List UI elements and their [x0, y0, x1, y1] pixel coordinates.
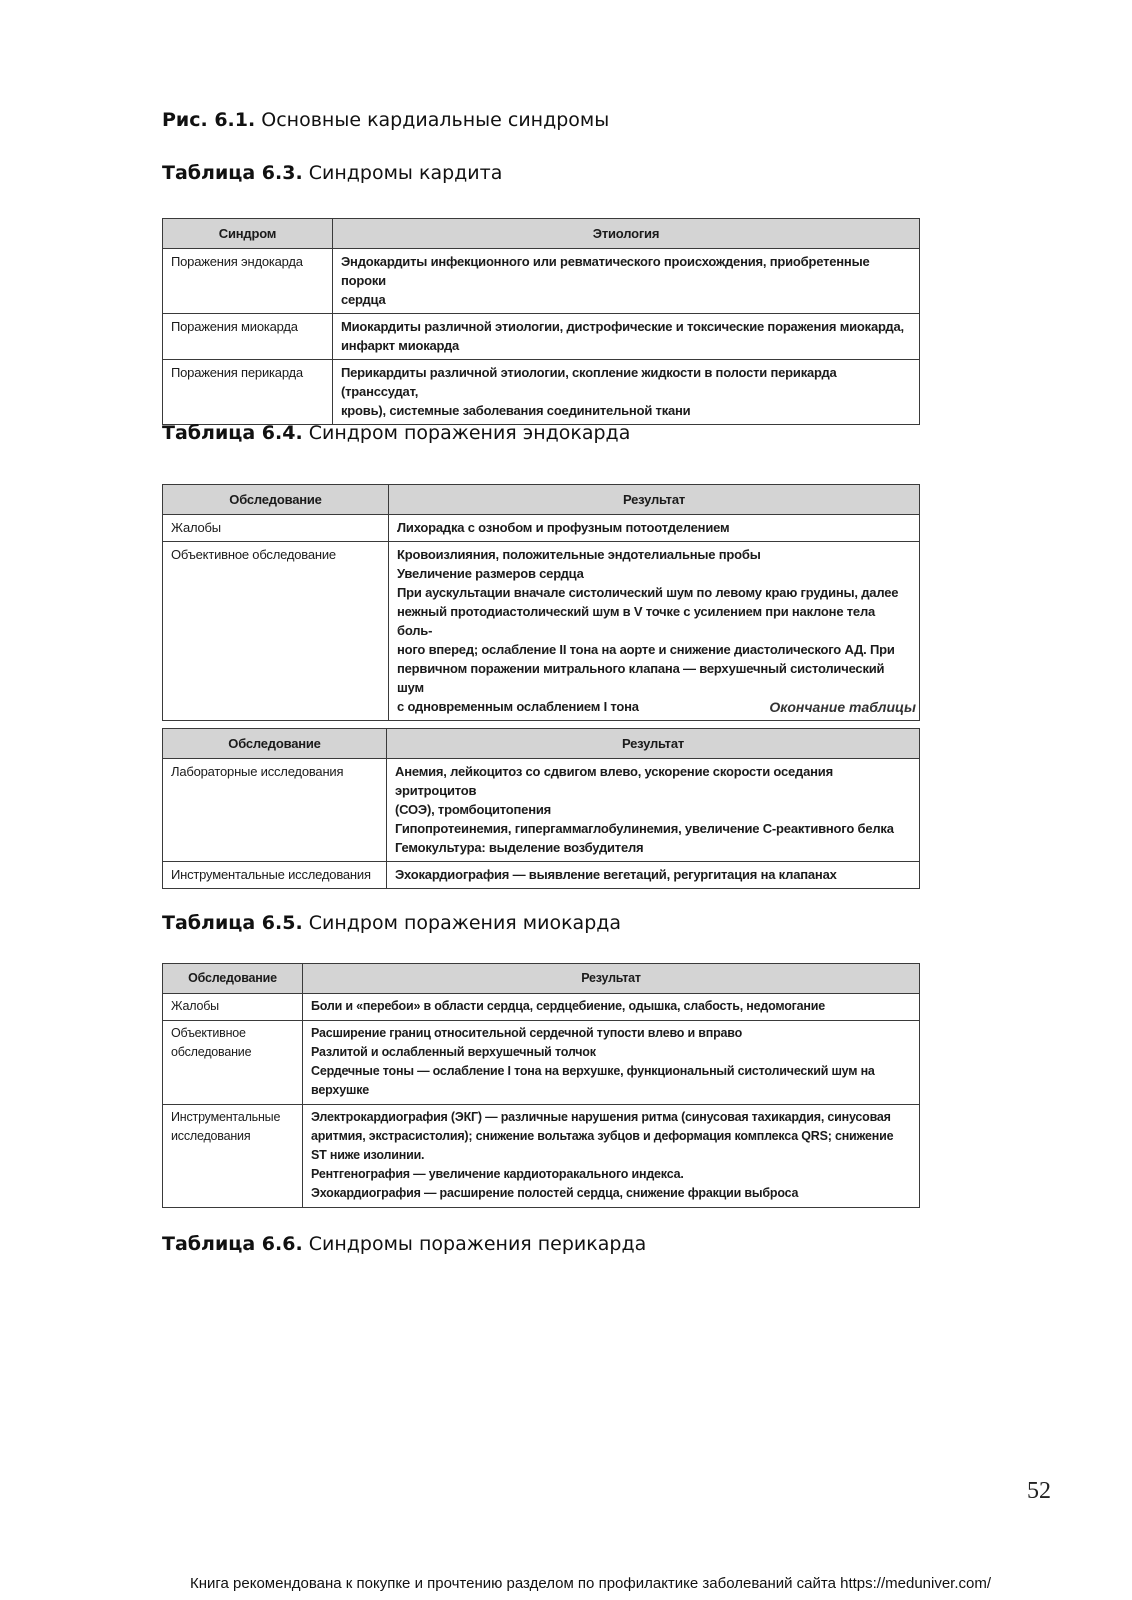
cell-syndrome: Поражения перикарда [163, 360, 333, 425]
table-header-row [163, 485, 920, 515]
table-row [163, 862, 920, 889]
table-6-5 [162, 963, 920, 1208]
cell-examination: Объективное обследование [163, 542, 389, 721]
cell-etiology: Эндокардиты инфекционного или ревматического происхождения, приобретенные пороки сердца [333, 249, 920, 314]
table-caption-6-5: Таблица 6.5. Синдром поражения миокарда [162, 912, 622, 934]
cell-result: Расширение границ относительной сердечной тупости влево и вправо Разлитой и ослабленный верхушечный толчок Сердечные тоны — ослабление I тона на верхушке, функциональный систолический шум на верхушке [303, 1021, 920, 1105]
footer-text: Книга рекомендована к покупке и прочтению разделом по профилактике заболеваний сайта https://meduniver.com/ [190, 1575, 992, 1592]
cell-examination: Лабораторные исследования [163, 759, 387, 862]
table-header-row [163, 964, 920, 994]
cell-examination: Объективное обследование [163, 1021, 303, 1105]
header-cell: Обследование [163, 729, 387, 759]
header-cell: Обследование [163, 964, 303, 994]
cell-result: Анемия, лейкоцитоз со сдвигом влево, ускорение скорости оседания эритроцитов (СОЭ), тромбоцитопения Гипопротеинемия, гипергаммаглобулинемия, увеличение С-реактивного белка Гемокультура: выделение возбудителя [387, 759, 920, 862]
table-row [163, 1021, 920, 1105]
table-continuation-label: Окончание таблицы [769, 699, 916, 715]
table-row [163, 249, 920, 314]
table-row [163, 994, 920, 1021]
cell-examination: Инструментальные исследования [163, 1105, 303, 1208]
header-cell: Результат [387, 729, 920, 759]
table-row [163, 515, 920, 542]
table-caption-6-4: Таблица 6.4. Синдром поражения эндокарда [162, 422, 631, 444]
header-cell: Этиология [333, 219, 920, 249]
header-cell: Синдром [163, 219, 333, 249]
header-cell: Результат [389, 485, 920, 515]
cell-result: Электрокардиография (ЭКГ) — различные нарушения ритма (синусовая тахикардия, синусовая аритмия, экстрасистолия); снижение вольтажа зубцов и деформация комплекса QRS; снижение ST ниже изолинии. Рентгенография — увеличение кардиоторакального индекса. Эхокардиография — расширение полостей сердца, снижение фракции выброса [303, 1105, 920, 1208]
table-row [163, 360, 920, 425]
cell-result: Боли и «перебои» в области сердца, сердцебиение, одышка, слабость, недомогание [303, 994, 920, 1021]
table-header-row [163, 219, 920, 249]
table-6-3 [162, 218, 920, 425]
cell-syndrome: Поражения миокарда [163, 314, 333, 360]
table-6-4-continued [162, 728, 920, 889]
table-caption-6-6: Таблица 6.6. Синдромы поражения перикарда [162, 1233, 647, 1255]
cell-result: Кровоизлияния, положительные эндотелиальные пробы Увеличение размеров сердца При аускультации вначале систолический шум по левому краю грудины, далее нежный протодиастолический шум в V точке с усилением при наклоне тела боль- ного вперед; ослабление II тона на аорте и снижение диастолического АД. При первичном поражении митрального клапана — верхушечный систолический шум с одновременным ослаблением I тона [389, 542, 920, 721]
figure-caption-6-1: Рис. 6.1. Основные кардиальные синдромы [162, 109, 610, 131]
page-number: 52 [1027, 1478, 1051, 1504]
table-row [163, 314, 920, 360]
cell-syndrome: Поражения эндокарда [163, 249, 333, 314]
cell-etiology: Перикардиты различной этиологии, скопление жидкости в полости перикарда (транссудат, кровь), системные заболевания соединительной ткани [333, 360, 920, 425]
header-cell: Обследование [163, 485, 389, 515]
cell-examination: Жалобы [163, 994, 303, 1021]
table-caption-6-3: Таблица 6.3. Синдромы кардита [162, 162, 503, 184]
table-header-row [163, 729, 920, 759]
cell-examination: Инструментальные исследования [163, 862, 387, 889]
cell-result: Лихорадка с ознобом и профузным потоотделением [389, 515, 920, 542]
header-cell: Результат [303, 964, 920, 994]
table-6-4 [162, 484, 920, 721]
table-row [163, 759, 920, 862]
cell-result: Эхокардиография — выявление вегетаций, регургитация на клапанах [387, 862, 920, 889]
table-row [163, 542, 920, 721]
cell-etiology: Миокардиты различной этиологии, дистрофические и токсические поражения миокарда, инфаркт миокарда [333, 314, 920, 360]
cell-examination: Жалобы [163, 515, 389, 542]
table-row [163, 1105, 920, 1208]
